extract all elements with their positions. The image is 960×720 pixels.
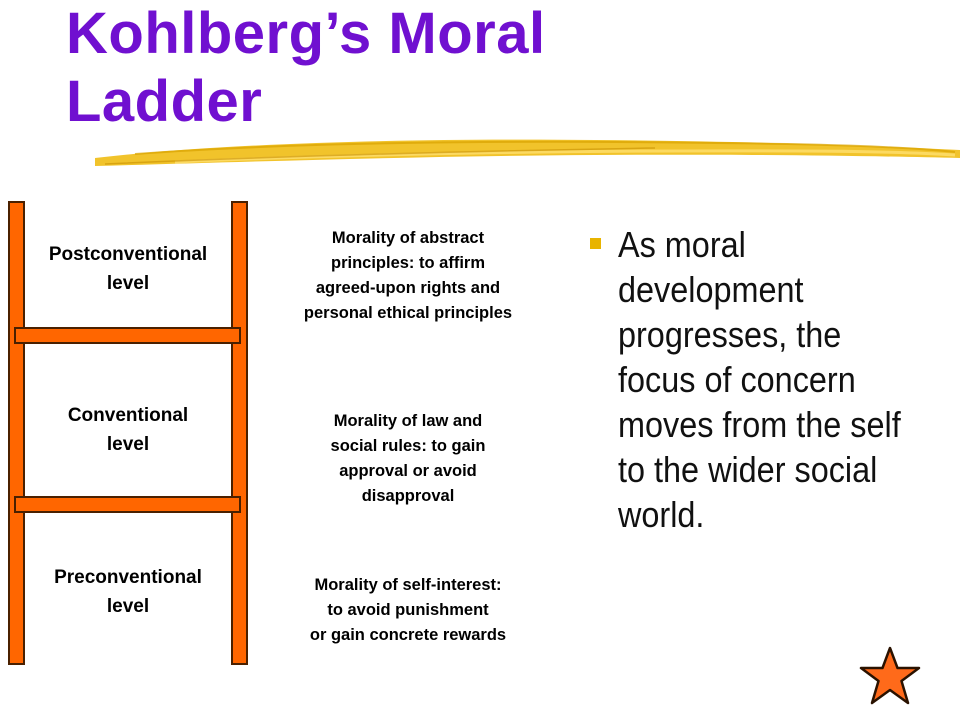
ladder-left-rail	[9, 202, 24, 664]
star-icon[interactable]	[858, 645, 922, 707]
title-line-1: Kohlberg’s Moral	[66, 1, 546, 66]
morality-preconventional: Morality of self-interest: to avoid punishment or gain concrete rewards	[309, 576, 507, 644]
ladder-rung-upper	[15, 328, 240, 343]
morality-conventional: Morality of law and social rules: to gain approval or avoid disapproval	[330, 412, 486, 505]
level-label-preconventional: Preconventional level	[54, 567, 202, 617]
square-bullet-icon	[590, 238, 601, 249]
ladder-right-rail	[232, 202, 247, 664]
level-label-postconventional: Postconventional level	[48, 244, 208, 294]
bullet-text: As moral development progresses, the focus of concern moves from the self to the wider social world.	[618, 224, 901, 535]
ladder-rung-lower	[15, 497, 240, 512]
title-line-2: Ladder	[66, 69, 263, 134]
morality-postconventional: Morality of abstract principles: to affirm agreed-upon rights and personal ethical principles	[303, 229, 513, 322]
level-label-conventional: Conventional level	[67, 405, 189, 455]
